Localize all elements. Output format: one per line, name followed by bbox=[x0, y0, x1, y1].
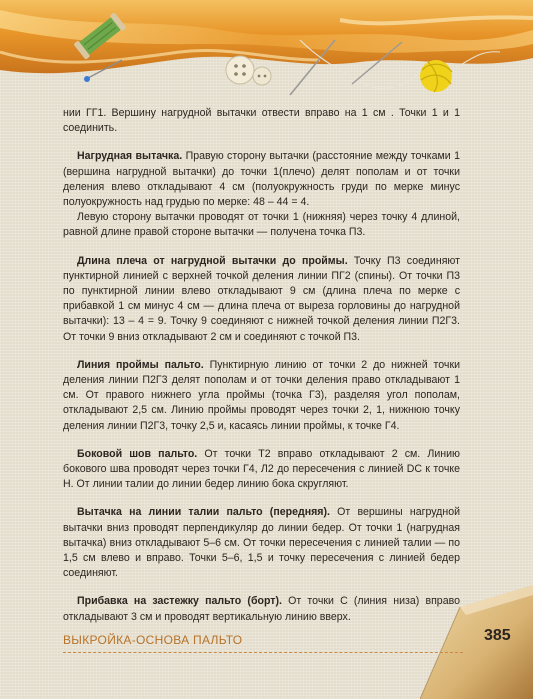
section-heading: Длина плеча от нагрудной вытачки до проймы. bbox=[77, 254, 348, 267]
section-bust-dart bbox=[63, 149, 460, 210]
section-bust-dart-continued bbox=[63, 210, 460, 240]
footer-section-title: ВЫКРОЙКА-ОСНОВА ПАЛЬТО bbox=[63, 633, 243, 647]
ribbon-icon bbox=[0, 0, 533, 73]
page-number: 385 bbox=[484, 627, 511, 644]
section-waist-dart bbox=[63, 505, 460, 581]
button-icon bbox=[226, 56, 271, 85]
section-text: Правую сторону вытачки (расстояние между точками 1 (вершина нагрудной вытачки) до точки 1(плечо) делят пополам и от точки деления влево откладывают 4 см (полуокружность груди по мерке минус полуокружность над грудью по мерке: 48 – 44 = 4. bbox=[63, 150, 460, 209]
section-text: Пунктирную линию от точки 2 до нижней точки деления линии П2Г3 делят пополам и от точки деления право откладывают 1 см. От правого нижнего угла проймы (точка Г3), разделяя угол пополам, откладывают 2,5 см. Линию проймы проводят через точки 2, 1, нижнюю точку деления линии П2Г3, точку 2,5 и, касаясь линии проймы, к точке Г4. bbox=[63, 358, 460, 432]
section-text: Левую сторону вытачки проводят от точки 1 (нижняя) через точку 4 длиной, равной длине правой стороне вытачки — получена точка П3. bbox=[63, 211, 460, 239]
intro-text: нии ГГ1. Вершину нагрудной вытачки отвести вправо на 1 см . Точки 1 и 1 соединить. bbox=[63, 107, 460, 135]
corner-paper-decoration bbox=[420, 585, 533, 699]
section-heading: Боковой шов пальто. bbox=[77, 447, 198, 460]
section-heading: Линия проймы пальто. bbox=[77, 358, 204, 371]
section-heading: Вытачка на линии талии пальто (передняя). bbox=[77, 506, 330, 519]
section-text: От вершины нагрудной вытачки вниз проводят перпендикуляр до линии бедер. От точки 1 (нагрудная вытачка) вниз откладывают 5–6 см. От точки пересечения с линией талии — по 1,5 см влево и вправо. Точки 5–6, 1,5 и точку пересечения с линией бедер соединяют. bbox=[63, 506, 461, 580]
section-text: Точку П3 соединяют пунктирной линией с верхней точкой деления линии ПГ2 (спины). От точки П3 по пунктирной линии влево откладывают 9 см (длина плеча по мерке с прибавкой 1 см минус 4 см — длина плеча от выреза горловины до нагрудной вытачки): 13 – 4 = 9. Точку 9 соединяют с нижней точкой деления линии П2Г3. От точки 9 вниз откладывают 2 см и соединяют с точкой П3. bbox=[63, 254, 460, 343]
section-text: От точки С (линия низа) вправо откладывают 3 см и проводят вертикальную линию вверх. bbox=[63, 595, 460, 623]
section-fastening-allowance bbox=[63, 594, 460, 624]
section-heading: Нагрудная вытачка. bbox=[77, 150, 183, 163]
section-text: От точки Т2 вправо откладывают 2 см. Линию бокового шва проводят через точки Г4, Л2 до пересечения с линией DC к точке Н. От линии талии до линии бедер линию бока скругляют. bbox=[63, 447, 460, 491]
footer-divider bbox=[63, 652, 463, 653]
section-shoulder-length bbox=[63, 254, 460, 345]
section-armhole-line bbox=[63, 358, 460, 434]
paragraph-intro bbox=[63, 106, 460, 136]
section-side-seam bbox=[63, 447, 460, 493]
header-decoration bbox=[0, 0, 533, 110]
section-heading: Прибавка на застежку пальто (борт). bbox=[77, 595, 282, 608]
page-body bbox=[63, 106, 460, 625]
